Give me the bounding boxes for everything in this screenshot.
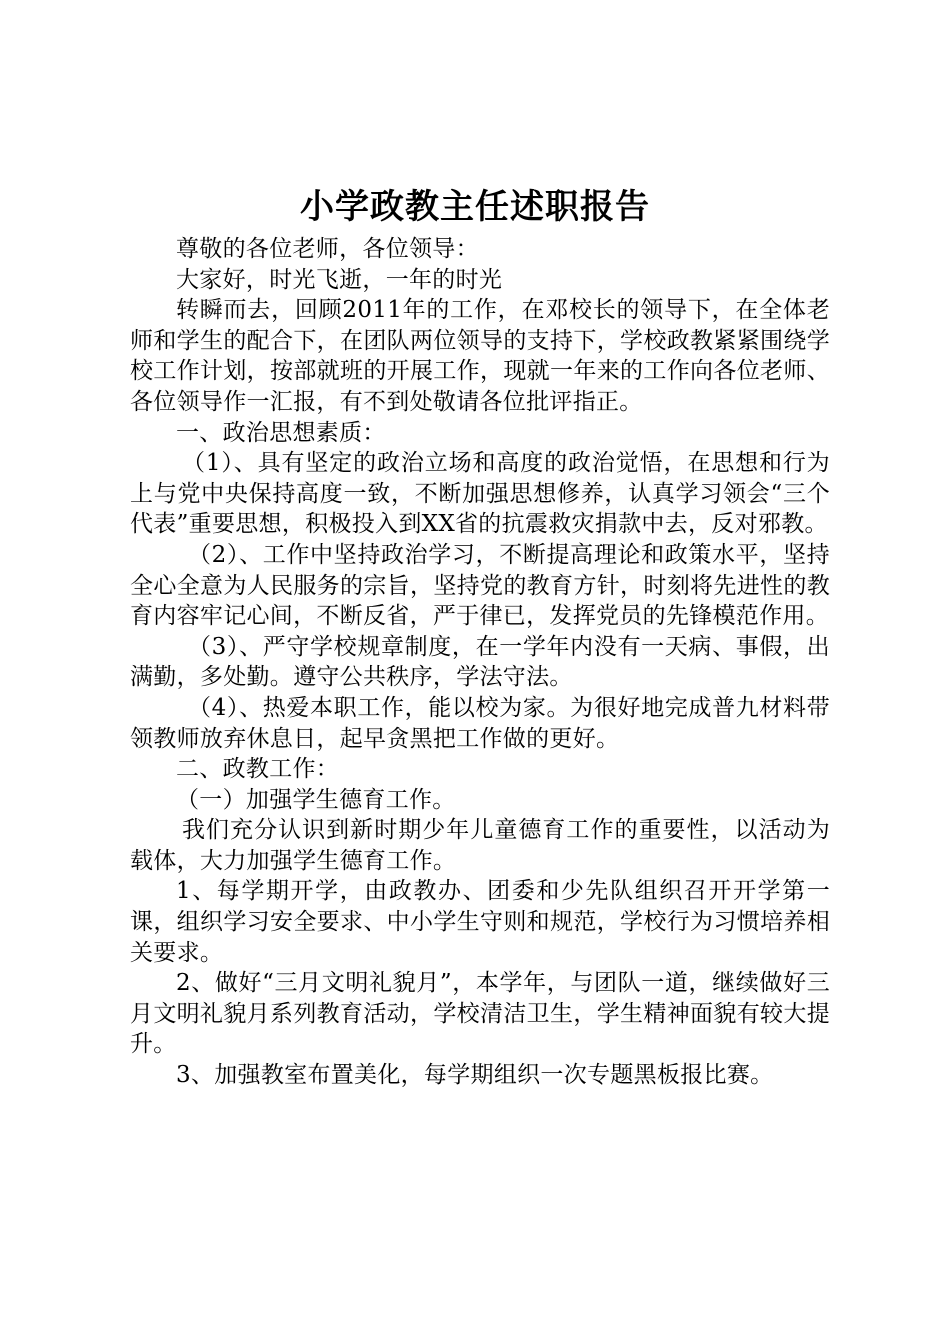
document-body (130, 234, 830, 1091)
document-title: 小学政教主任述职报告 (300, 187, 650, 227)
paragraph-point-2: 2、做好“三月文明礼貌月”，本学年，与团队一道，继续做好三月文明礼貌月系列教育活动，学校清洁卫生，学生精神面貌有较大提升。 (130, 970, 830, 1058)
paragraph-moral-intro: 我们充分认识到新时期少年儿童德育工作的重要性，以活动为载体，大力加强学生德育工作。 (130, 817, 830, 874)
subsection-heading-moral: （一）加强学生德育工作。 (176, 786, 456, 813)
section-heading-work: 二、政教工作： (176, 756, 340, 783)
paragraph-point-1: 1、每学期开学，由政教办、团委和少先队组织召开开学第一课，组织学习安全要求、中小学生守则和规范，学校行为习惯培养相关要求。 (130, 878, 830, 966)
paragraph-salutation: 尊敬的各位老师，各位领导： (176, 236, 479, 262)
paragraph-item-4: （4）、热爱本职工作，能以校为家。为很好地完成普九材料带领教师放弃休息日，起早贪黑把工作做的更好。 (130, 694, 830, 752)
section-heading-political: 一、政治思想素质： (176, 419, 386, 446)
paragraph-greeting: 大家好，时光飞逝，一年的时光 (176, 266, 503, 293)
paragraph-item-3: （3）、严守学校规章制度，在一学年内没有一天病、事假，出满勤，多处勤。遵守公共秩序，学法守法。 (130, 633, 830, 691)
paragraph-item-1: （1）、具有坚定的政治立场和高度的政治觉悟，在思想和行为上与党中央保持高度一致，不断加强思想修养，认真学习领会“三个代表”重要思想，积极投入到XX省的抗震救灾捐款中去，反对邪教。 (130, 450, 830, 538)
paragraph-review: 转瞬而去，回顾2011年的工作，在邓校长的领导下，在全体老师和学生的配合下，在团队两位领导的支持下，学校政教紧紧围绕学校工作计划，按部就班的开展工作，现就一年来的工作向各位老师、各位领导作一汇报，有不到处敬请各位批评指正。 (130, 297, 830, 415)
paragraph-point-3: 3、加强教室布置美化，每学期组织一次专题黑板报比赛。 (176, 1062, 774, 1089)
paragraph-item-2: （2）、工作中坚持政治学习，不断提高理论和政策水平，坚持全心全意为人民服务的宗旨，坚持党的教育方针，时刻将先进性的教育内容牢记心间，不断反省，严于律已，发挥党员的先锋模范作用。 (130, 541, 830, 630)
